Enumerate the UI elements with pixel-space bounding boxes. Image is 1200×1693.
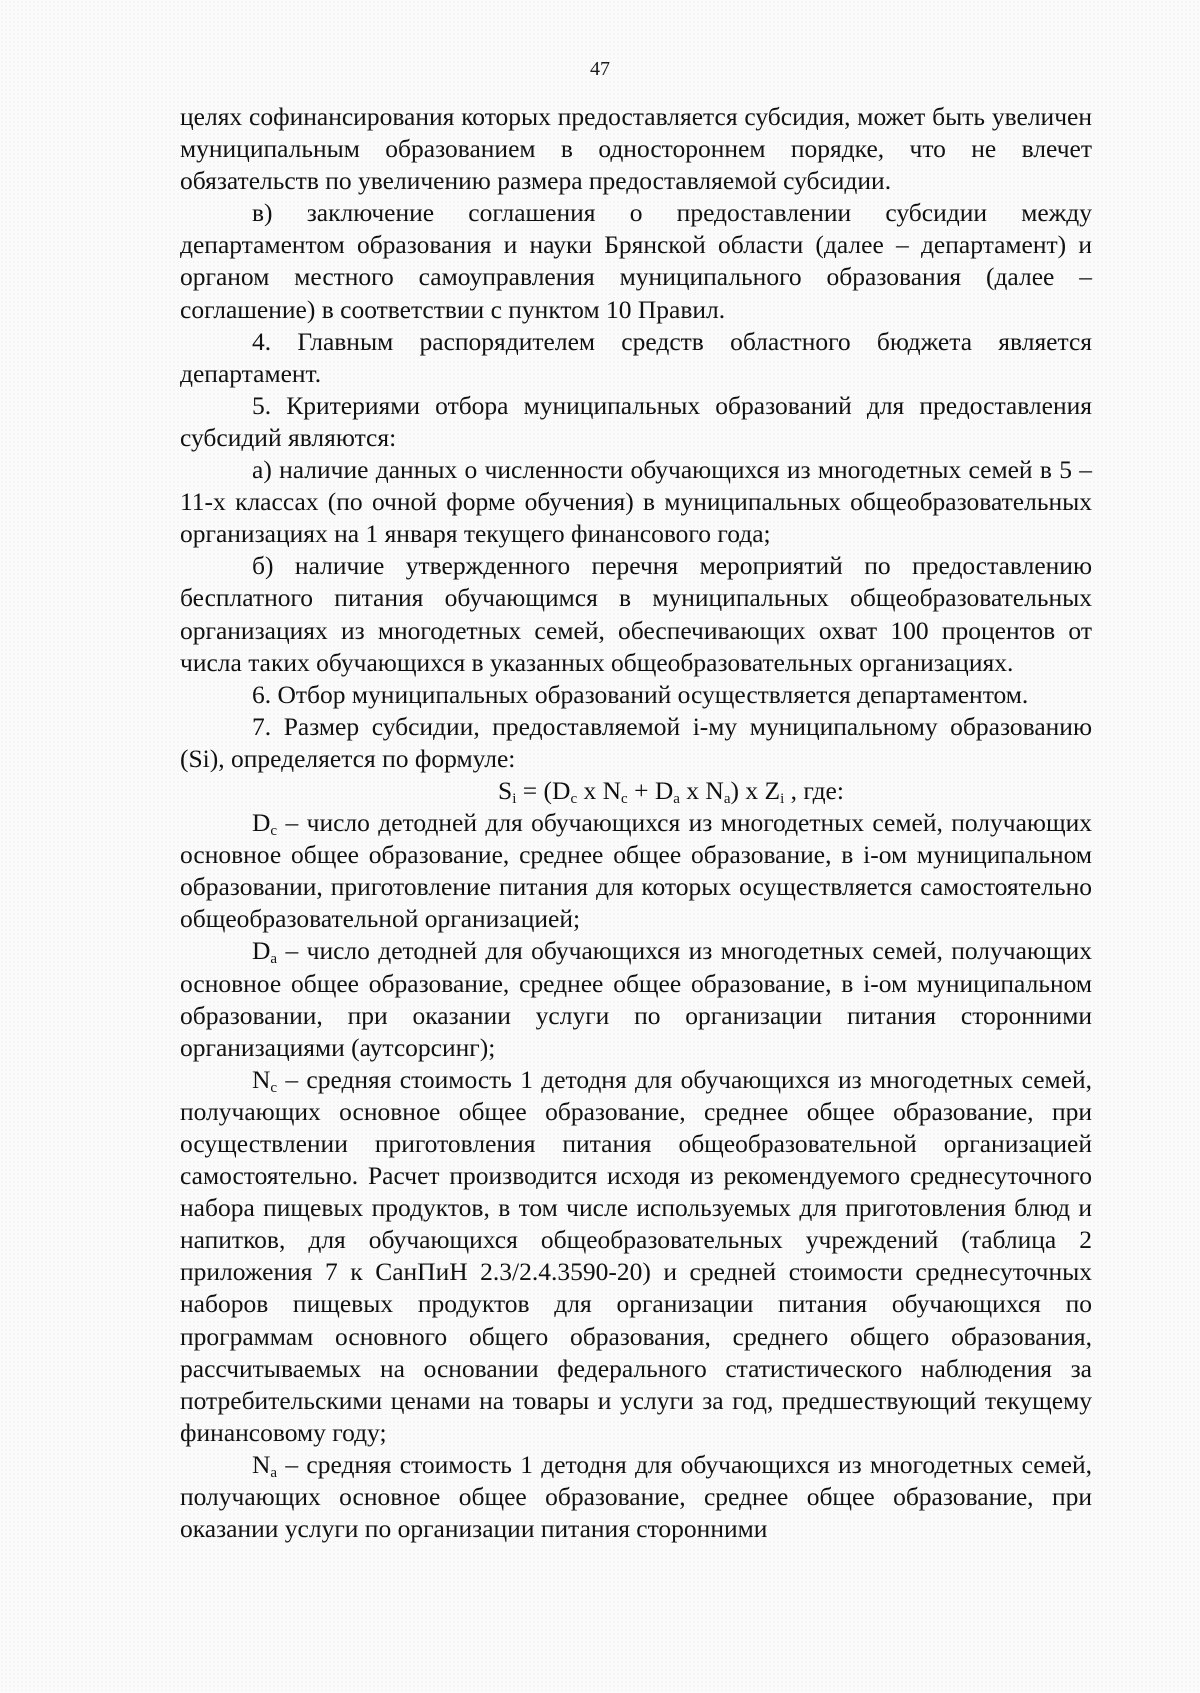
formula-s-sub: i — [512, 790, 517, 807]
formula-part: = (D — [516, 775, 571, 805]
page-number: 47 — [590, 58, 610, 80]
definition-subscript: c — [270, 1079, 278, 1096]
definition-text: – число детодней для обучающихся из многодетных семей, получающих основное общее образование, среднее общее образование, в i-ом муниципальном образовании, приготовление питания для которых осуществляется самостоятельно общеобразовательной организацией; — [180, 808, 1092, 934]
formula-part: x N — [577, 775, 622, 805]
paragraph-4: 4. Главным распорядителем средств областного бюджета является департамент. — [180, 326, 1092, 388]
definition-text: – средняя стоимость 1 детодня для обучающихся из многодетных семей, получающих основное общее образование, среднее общее образование, при осуществлении приготовления питания общеобразовательной организацией самостоятельно. Расчет производится исходя из рекомендуемого среднесуточного набора пищевых продуктов, в том числе используемых для приготовления блюд и напитков, для обучающихся общеобразовательных учреждений (таблица 2 приложения 7 к СанПиН 2.3/2.4.3590-20) и средней стоимости среднесуточных наборов пищевых продуктов для организации питания обучающихся по программам основного общего образования, среднего общего образования, рассчитываемых на основании федерального статистического наблюдения за потребительскими ценами на товары и услуги за год, предшествующий текущему финансовому году; — [180, 1064, 1092, 1447]
definition-na — [180, 1449, 1092, 1545]
definition-subscript: a — [270, 951, 278, 968]
formula-tail: , где: — [784, 775, 844, 805]
subsidy-formula — [180, 775, 1092, 807]
paragraph-5b: б) наличие утвержденного перечня мероприятий по предоставлению бесплатного питания обучающимся в муниципальных общеобразовательных организациях из многодетных семей, обеспечивающих охват 100 процентов от числа таких обучающихся в указанных общеобразовательных организациях. — [180, 551, 1092, 677]
formula-na-sub: a — [723, 790, 731, 807]
definition-subscript: a — [270, 1464, 278, 1481]
formula-dc-sub: c — [570, 790, 578, 807]
formula-nc-sub: c — [621, 790, 628, 807]
paragraph-item-v: в) заключение соглашения о предоставлении субсидии между департаментом образования и науки Брянской области (далее – департамент) и органом местного самоуправления муниципального образования (далее – соглашение) в соответствии с пунктом 10 Правил. — [180, 198, 1092, 324]
definition-dc — [180, 807, 1092, 935]
document-body — [180, 101, 1092, 1545]
paragraph-6: 6. Отбор муниципальных образований осуществляется департаментом. — [252, 679, 1029, 709]
formula-s: S — [498, 775, 513, 805]
paragraph-5: 5. Критериями отбора муниципальных образований для предоставления субсидий являются: — [180, 390, 1092, 452]
definition-da — [180, 935, 1092, 1063]
formula-da-sub: a — [673, 790, 680, 807]
definition-symbol: D — [252, 936, 271, 966]
paragraph-5a: а) наличие данных о численности обучающихся из многодетных семей в 5 – 11-х классах (по очной форме обучения) в муниципальных общеобразовательных организациях на 1 января текущего финансового года; — [180, 455, 1092, 549]
formula-part: + D — [627, 775, 674, 805]
paragraph-7: 7. Размер субсидии, предоставляемой i-му муниципальному образованию (Si), определяется по формуле: — [180, 711, 1092, 773]
formula-z-sub: i — [780, 790, 785, 807]
paragraph-continuation: целях софинансирования которых предоставляется субсидия, может быть увеличен муниципальным образованием в одностороннем порядке, что не влечет обязательств по увеличению размера предоставляемой субсидии. — [180, 102, 1092, 196]
definition-text: – число детодней для обучающихся из многодетных семей, получающих основное общее образование, среднее общее образование, в i-ом муниципальном образовании, при оказании услуги по организации питания сторонними организациями (аутсорсинг); — [180, 936, 1092, 1062]
definition-subscript: c — [270, 823, 278, 840]
definition-nc — [180, 1064, 1092, 1449]
formula-part: ) x Z — [730, 775, 781, 805]
definition-symbol: N — [252, 1449, 271, 1479]
definition-symbol: D — [252, 808, 271, 838]
formula-part: x N — [679, 775, 724, 805]
definition-text: – средняя стоимость 1 детодня для обучающихся из многодетных семей, получающих основное общее образование, среднее общее образование, при оказании услуги по организации питания сторонними — [180, 1449, 1092, 1544]
definition-symbol: N — [252, 1064, 271, 1094]
